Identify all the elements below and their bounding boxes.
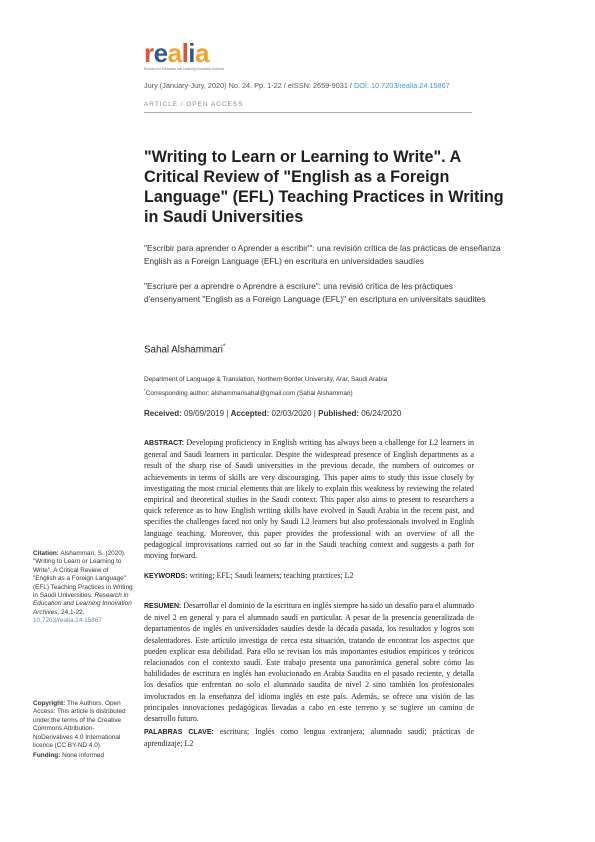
citation-doi-link[interactable]: 10.7203/realia.24.15867 (33, 617, 102, 625)
published-date: 06/24/2020 (361, 409, 402, 418)
abstract-english (144, 437, 474, 561)
palabras-clave-text: escritura; Inglés como lengua extranjera; alumnado saudí; prácticas de aprendizaje; L2 (144, 727, 474, 749)
abstract-spanish (144, 600, 474, 724)
received-date: 09/09/2019 (184, 409, 225, 418)
accepted-date: 02/03/2020 (271, 409, 312, 418)
citation-text: Alshammari, S. (2020). "Writing to Learn or Learning to Write". A Critical Review of "English as a Foreign Language" (EFL) Teaching Practices in Writing in Saudi Universities. (33, 550, 133, 600)
published-label: Published: (318, 409, 359, 418)
section-label: ARTICLE / OPEN ACCESS (144, 101, 244, 108)
received-label: Received: (144, 409, 182, 418)
author-name-text: Sahal Alshammari (144, 344, 223, 356)
logo-wordmark: realia (144, 38, 209, 68)
doi-link[interactable]: DOI: 10.7203/realia.24.15867 (353, 81, 450, 90)
article-title-catalan: "Escriure per a aprendre o Aprendre a escriure": una revisió crítica de les pràctiques d'ensenyament "English as a Foreign Language (EFL)" en escriptura en universitats saudites (144, 281, 486, 304)
header-divider (144, 112, 472, 113)
funding-text: None informed (62, 752, 105, 759)
funding-label: Funding: (33, 752, 61, 759)
copyright-block (33, 700, 133, 750)
accepted-label: Accepted: (230, 409, 270, 418)
resumen-text: Desarrollar el dominio de la escritura en inglés siempre ha sido un desafío para el alumnado de nivel 2 en general y para el alumnado saudí en particular. A pesar de la presencia generalizada de departamentos de inglés en universidades saudíes desde la década pasada, los resultados y logros son desalentadores. Este artículo investiga de cerca esta situación, tratando de encontrar los aspectos que pueden explicar esta debilidad. Para ello se revisan los más importantes estudios empíricos y teóricos relacionados con el contexto saudí. Este trabajo presenta una panorámica general sobre cómo las habilidades de escritura en inglés han evolucionado en Arabia Saudita en el pasado reciente, y detalla los desafíos que enfrentan no solo el alumnado saudita de nivel 2 sino también los profesionales involucrados en la enseñanza del idioma inglés en este país. Además, se ofrece una visión de las principales innovaciones pedagógicas llevadas a cabo en este terreno y se sugiere un camino de desarrollo futuro. (144, 601, 474, 724)
article-dates: Received: 09/09/2019 | Accepted: 02/03/2020 | Published: 06/24/2020 (144, 409, 402, 418)
palabras-clave-label: PALABRAS CLAVE: (144, 729, 214, 736)
corresponding-text: Corresponding author: alshammarisahal@gmail.com (Sahal Alshammari) (145, 390, 353, 398)
author-affiliation (144, 374, 484, 399)
journal-issue-info: Jury (January-Jury, 2020) No. 24. Pp. 1-22 / eISSN: 2659-9031 / (144, 81, 354, 90)
logo-tagline: Research in Education and Learning Innovation Archives (144, 67, 225, 71)
funding-block (33, 752, 133, 760)
journal-logo (144, 40, 240, 70)
resumen-label: RESUMEN: (144, 603, 182, 610)
author-mark: * (222, 344, 226, 350)
abstract-label: ABSTRACT: (144, 440, 185, 447)
journal-info-line (144, 81, 450, 90)
article-title: "Writing to Learn or Learning to Write". A Critical Review of "English as a Foreign Language" (EFL) Teaching Practices in Writing in Saudi Universities (144, 148, 504, 226)
citation-journal: Research in Education and Learning Innovation Archives (33, 592, 132, 616)
copyright-text: The Authors. Open Access: This article is distributed under the terms of the Creative Commons Attribution-NoDerivatives 4.0 International licence (CC BY-ND 4.0) (33, 700, 126, 750)
affiliation-text: Department of Language & Translation, Northern Border University, Arar, Saudi Arabia (144, 376, 388, 383)
keywords-text: writing; EFL; Saudi learners; teaching practices; L2 (189, 571, 354, 580)
corresponding-author (144, 385, 484, 399)
corresponding-mark: * (144, 388, 146, 393)
citation-label: Citation: (33, 550, 59, 557)
keywords-spanish (144, 726, 474, 749)
author-name (144, 344, 225, 355)
citation-block (33, 550, 133, 626)
keywords-english (144, 570, 474, 582)
citation-pages: , 24,1-22. (57, 608, 85, 616)
abstract-text: Developing proficiency in English writing has always been a challenge for L2 learners in general and Saudi learners in particular. Despite the widespread presence of English departments as a result of the sharp rise of Saudi universities in the previous decade, the numbers of outcomes or achievements in terms of skills are very discouraging. This paper aims to study this issue closely by investigating the most crucial elements that are likely to explain this weakness by reviewing the related empirical and theoretical studies in the Saudi context. This paper also aims to present to researchers a quick reference as to how English writing skills have evolved in Saudi Arabia in the recent past, and specifies the challenges faced not only by Saudi L2 learners but also professionals involved in English language teaching. Moreover, this paper provides the professional with an overview of all the pedagogical improvisations carried out so far in the Saudi teaching context and suggests a path for moving forward. (144, 438, 474, 561)
article-title-spanish: "Escribir para aprender o Aprender a escribir'": una revisión crítica de las prácticas de enseñanza English as a Foreign Language (EFL) en escritura en universidades saudíes (144, 243, 501, 266)
copyright-label: Copyright: (33, 700, 66, 707)
keywords-label: KEYWORDS: (144, 573, 188, 580)
